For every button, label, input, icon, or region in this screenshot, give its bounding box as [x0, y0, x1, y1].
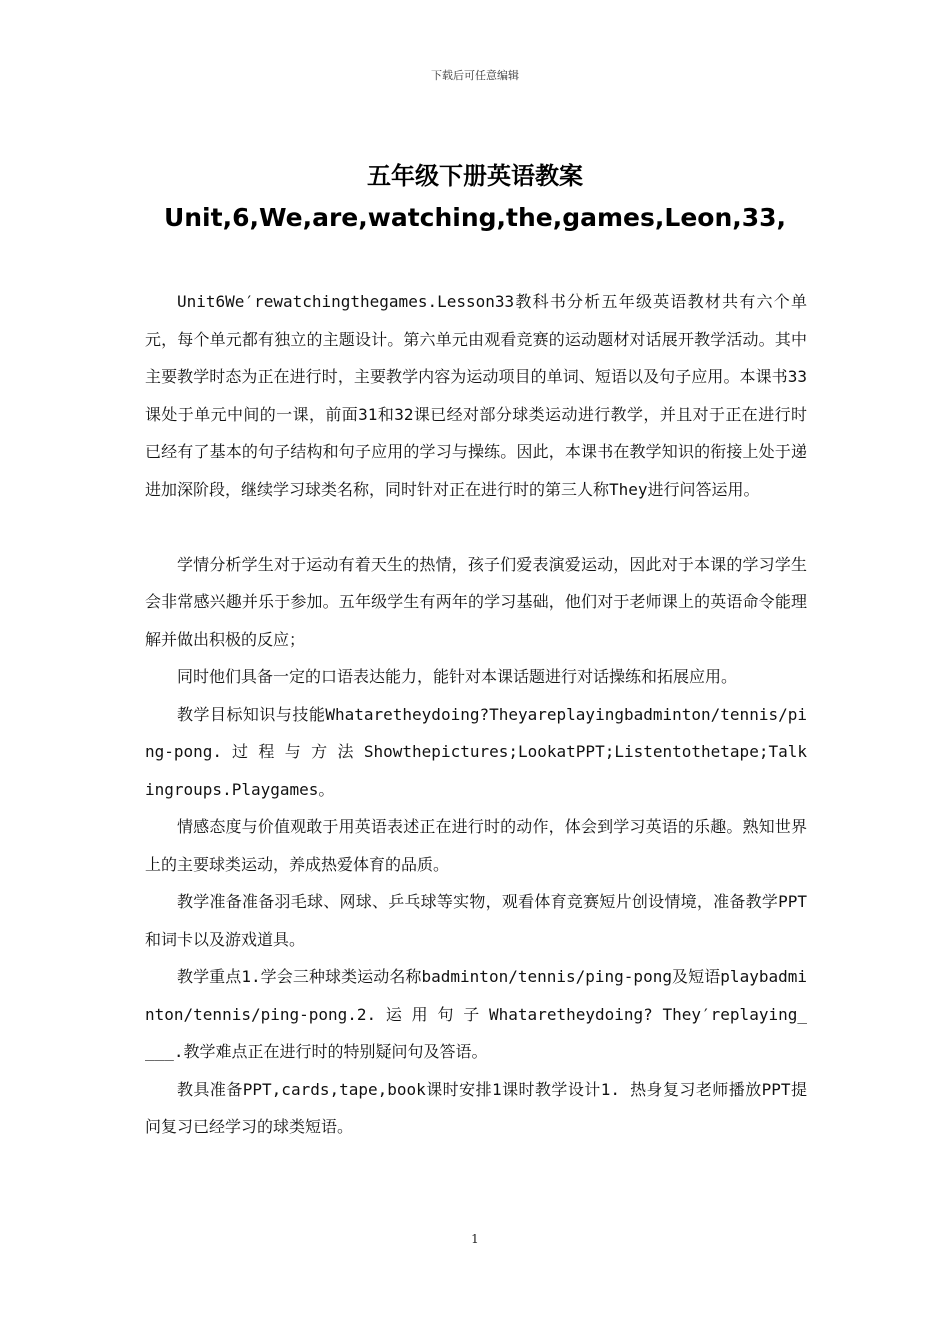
paragraph-teaching-objectives: 教学目标知识与技能Whataretheydoing?Theyareplayingbadminton/tennis/ping-pong. 过 程 与 方 法 Showthepictures;LookatPPT;Listentothetape;Talkingroups.Playgames。 — [145, 704, 807, 799]
paragraph-student-analysis: 学情分析学生对于运动有着天生的热情，孩子们爱表演爱运动，因此对于本课的学习学生会非常感兴趣并乐于参加。五年级学生有两年的学习基础，他们对于老师课上的英语命令能理解并做出积极的反应； — [145, 554, 807, 649]
paragraph-emotional-attitude: 情感态度与价值观敢于用英语表述正在进行时的动作，体会到学习英语的乐趣。熟知世界上的主要球类运动，养成热爱体育的品质。 — [145, 817, 807, 874]
document-title-english: Unit,6,We,are,watching,the,games,Leon,33, — [163, 203, 787, 232]
paragraph-teaching-preparation: 教学准备准备羽毛球、网球、乒乓球等实物，观看体育竞赛短片创设情境，准备教学PPT和词卡以及游戏道具。 — [145, 892, 807, 949]
paragraph-textbook-analysis: Unit6We′rewatchingthegames.Lesson33教科书分析五年级英语教材共有六个单元，每个单元都有独立的主题设计。第六单元由观看竞赛的运动题材对话展开教学活动。其中主要教学时态为正在进行时，主要教学内容为运动项目的单词、短语以及句子应用。本课书33课处于单元中间的一课，前面31和32课已经对部分球类运动进行教学，并且对于正在进行时已经有了基本的句子结构和句子应用的学习与操练。因此，本课书在教学知识的衔接上处于递进加深阶段，继续学习球类名称，同时针对正在进行时的第三人称They进行问答运用。 — [145, 292, 807, 499]
page-number: 1 — [471, 1232, 479, 1246]
paragraph-speaking-ability: 同时他们具备一定的口语表达能力，能针对本课话题进行对话操练和拓展应用。 — [177, 667, 738, 686]
document-body — [145, 283, 807, 1146]
document-title-chinese: 五年级下册英语教案 — [367, 162, 583, 190]
paragraph-teaching-aids: 教具准备PPT,cards,tape,book课时安排1课时教学设计1. 热身复习老师播放PPT提问复习已经学习的球类短语。 — [145, 1079, 807, 1136]
paragraph-key-points: 教学重点1.学会三种球类运动名称badminton/tennis/ping-pong及短语playbadminton/tennis/ping-pong.2. 运 用 句 子 Whataretheydoing? They′replaying____.教学难点正在进行时的特别疑问句及答语。 — [145, 967, 807, 1061]
page-header-note: 下载后可任意编辑 — [431, 69, 519, 82]
